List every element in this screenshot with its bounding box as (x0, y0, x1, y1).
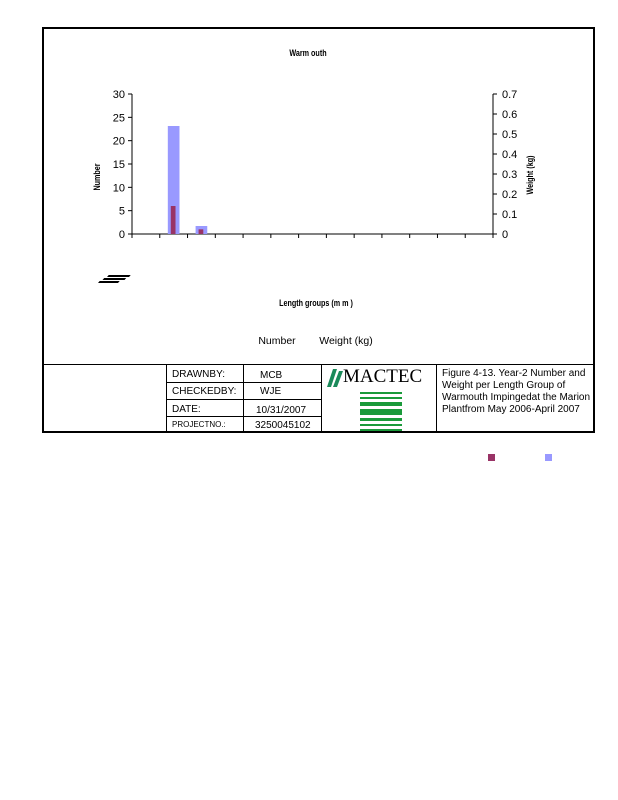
logo-text: MACTEC (343, 366, 423, 387)
date-label: DATE: (172, 404, 201, 415)
y2-tick-label: 0.4 (502, 149, 518, 161)
drawn-by-value: MCB (260, 370, 283, 381)
chart-bars (168, 126, 207, 234)
legend-weight-label: Weight (kg) (319, 335, 373, 347)
y2-tick-label: 0 (502, 229, 509, 241)
y-tick-label: 5 (118, 205, 125, 218)
y2-tick-label: 0.6 (502, 109, 518, 121)
x-axis-label: Length groups (m m ) (279, 298, 353, 309)
y-tick-label: 10 (112, 182, 125, 195)
y2-axis-label: Weight (kg) (525, 155, 536, 195)
date-value: 10/31/2007 (256, 405, 307, 416)
logo-stripes-icon (360, 392, 402, 432)
checked-by-value: WJE (260, 386, 282, 397)
x-tick-labels-garbled (98, 275, 131, 283)
y2-tick-label: 0.2 (502, 189, 518, 201)
legend (258, 335, 372, 347)
y-axis-label: Number (92, 163, 103, 191)
legend-number-label: Number (258, 335, 296, 347)
project-label: PROJECTNO.: (172, 420, 226, 429)
y2-tick-label: 0.5 (502, 129, 518, 141)
y-tick-label: 15 (112, 159, 125, 171)
figure-caption: Figure 4-13. Year-2 Number and Weight per Length Group of Warmouth Impingedat the Marion Plantfrom May 2006-April 2007 (442, 368, 591, 415)
y-tick-label: 20 (112, 135, 125, 148)
stray-swatch-weight (545, 454, 552, 461)
chart-title: Warm outh (289, 48, 327, 59)
mactec-logo-icon (325, 367, 345, 389)
bar-number (171, 206, 176, 234)
y-tick-label: 25 (112, 112, 125, 125)
y-tick-label: 0 (118, 229, 125, 241)
stray-swatch-number (488, 454, 495, 461)
y-tick-label: 30 (112, 89, 125, 101)
chart (0, 0, 618, 360)
checked-by-label: CHECKEDBY: (172, 386, 237, 397)
project-value: 3250045102 (255, 420, 311, 431)
y2-tick-label: 0.3 (502, 169, 518, 181)
drawn-by-label: DRAWNBY: (172, 369, 225, 380)
y2-tick-label: 0.7 (502, 89, 518, 101)
bar-number (199, 229, 204, 234)
y2-tick-label: 0.1 (502, 209, 518, 221)
